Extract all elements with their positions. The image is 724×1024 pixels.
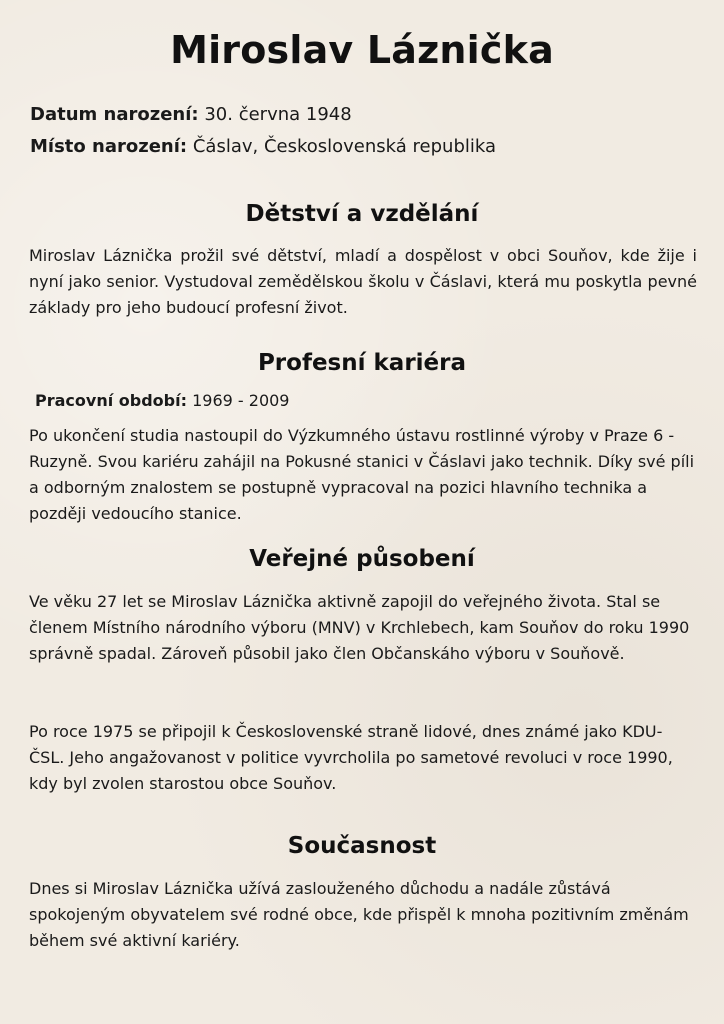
section-heading-public: Veřejné působení [249,546,475,572]
section-heading-present: Současnost [287,833,437,859]
public-paragraph-1: Ve věku 27 let se Miroslav Láznička aktivně zapojil do veřejného života. Stal se členem Místního národního výboru (MNV) v Krchlebech, kam Souňov do roku 1990 správně spadal. Zároveň působil jako člen Občanskáho výboru v Souňově. [29,592,690,663]
present-paragraph: Dnes si Miroslav Láznička užívá zaslouženého důchodu a nadále zůstává spokojeným obyvatelem své rodné obce, kde přispěl k mnoha pozitivním změnám během své aktivní kariéry. [29,879,689,950]
birth-date-line [30,104,352,125]
work-period-value: 1969 - 2009 [192,391,290,410]
public-paragraph-2: Po roce 1975 se připojil k Československé straně lidové, dnes známé jako KDU-ČSL. Jeho angažovanost v politice vyvrcholila po sametové revoluci v roce 1990, kdy byl zvolen starostou obce Souňov. [29,722,673,793]
birth-date-label: Datum narození: [30,104,199,125]
section-heading-career: Profesní kariéra [257,350,467,376]
childhood-paragraph: Miroslav Láznička prožil své dětství, mladí a dospělost v obci Souňov, kde žije i nyní jako senior. Vystudoval zemědělskou školu v Čáslavi, která mu poskytla pevné základy pro jeho budoucí profesní život. [29,246,697,317]
work-period-label: Pracovní období: [35,391,187,410]
career-paragraph: Po ukončení studia nastoupil do Výzkumného ústavu rostlinné výroby v Praze 6 - Ruzyně. Svou kariéru zahájil na Pokusné stanici v Čáslavi jako technik. Díky své píli a odborným znalostem se postupně vypracoval na pozici hlavního technika a později vedoucího stanice. [29,426,695,523]
work-period-line [35,391,289,410]
section-heading-childhood: Dětství a vzdělání [245,201,479,227]
birth-place-label: Místo narození: [30,136,188,157]
birth-place-value: Čáslav, Československá republika [192,136,497,157]
birth-date-value: 30. června 1948 [204,104,352,125]
birth-place-line [30,136,496,157]
page-title: Miroslav Láznička [170,28,554,72]
